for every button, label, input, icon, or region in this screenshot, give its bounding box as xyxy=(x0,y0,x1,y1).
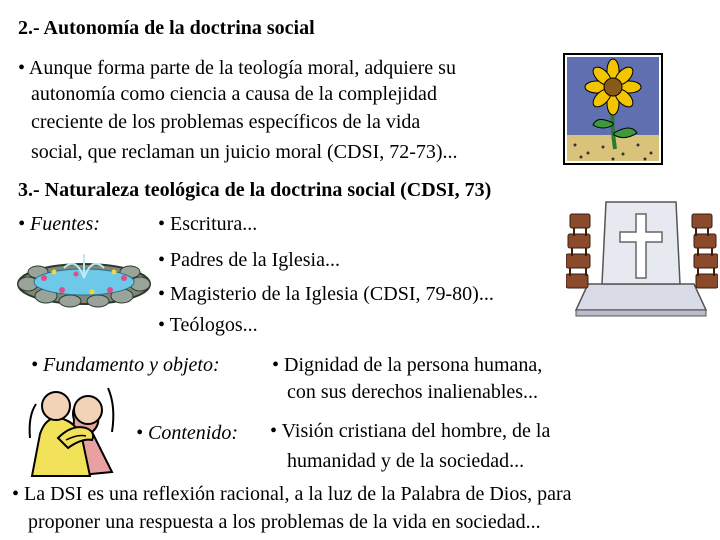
conclusion-line-1: • La DSI es una reflexión racional, a la luz de la Palabra de Dios, para xyxy=(12,483,572,505)
contenido-label: • Contenido: xyxy=(136,422,238,444)
fundamento-label-text: • Fundamento y objeto: xyxy=(31,354,220,376)
section-2-line-1: • Aunque forma parte de la teología moral, adquiere su xyxy=(18,57,456,79)
contenido-line-1: • Visión cristiana del hombre, de la xyxy=(270,420,551,442)
section-2-line-3: creciente de los problemas específicos de la vida xyxy=(31,111,421,133)
contenido-line-2: humanidad y de la sociedad... xyxy=(287,450,525,472)
fuentes-item-teologos: • Teólogos... xyxy=(158,314,258,336)
fundamento-line-2: con sus derechos inalienables... xyxy=(287,381,539,403)
fuentes-item-padres: • Padres de la Iglesia... xyxy=(158,249,340,271)
fuentes-item-magisterio: • Magisterio de la Iglesia (CDSI, 79-80)... xyxy=(158,283,494,305)
conclusion-line-2: proponer una respuesta a los problemas de la vida en sociedad... xyxy=(28,511,541,533)
section-2-line-4: social, que reclaman un juicio moral (CDSI, 72-73)... xyxy=(31,141,458,163)
fuentes-item-escritura: • Escritura... xyxy=(158,213,258,235)
fundamento-line-1: • Dignidad de la persona humana, xyxy=(272,354,543,376)
section-3-title: 3.- Naturaleza teológica de la doctrina social (CDSI, 73) xyxy=(18,179,492,201)
hugging-people-icon xyxy=(26,376,128,480)
church-pews-cross-icon xyxy=(566,192,718,320)
section-2-title: 2.- Autonomía de la doctrina social xyxy=(18,17,315,39)
fountain-icon xyxy=(14,248,154,308)
fuentes-label: • Fuentes: xyxy=(18,213,100,235)
section-2-line-2: autonomía como ciencia a causa de la complejidad xyxy=(31,83,437,105)
sunflower-icon xyxy=(563,53,663,165)
fundamento-label xyxy=(31,353,220,377)
